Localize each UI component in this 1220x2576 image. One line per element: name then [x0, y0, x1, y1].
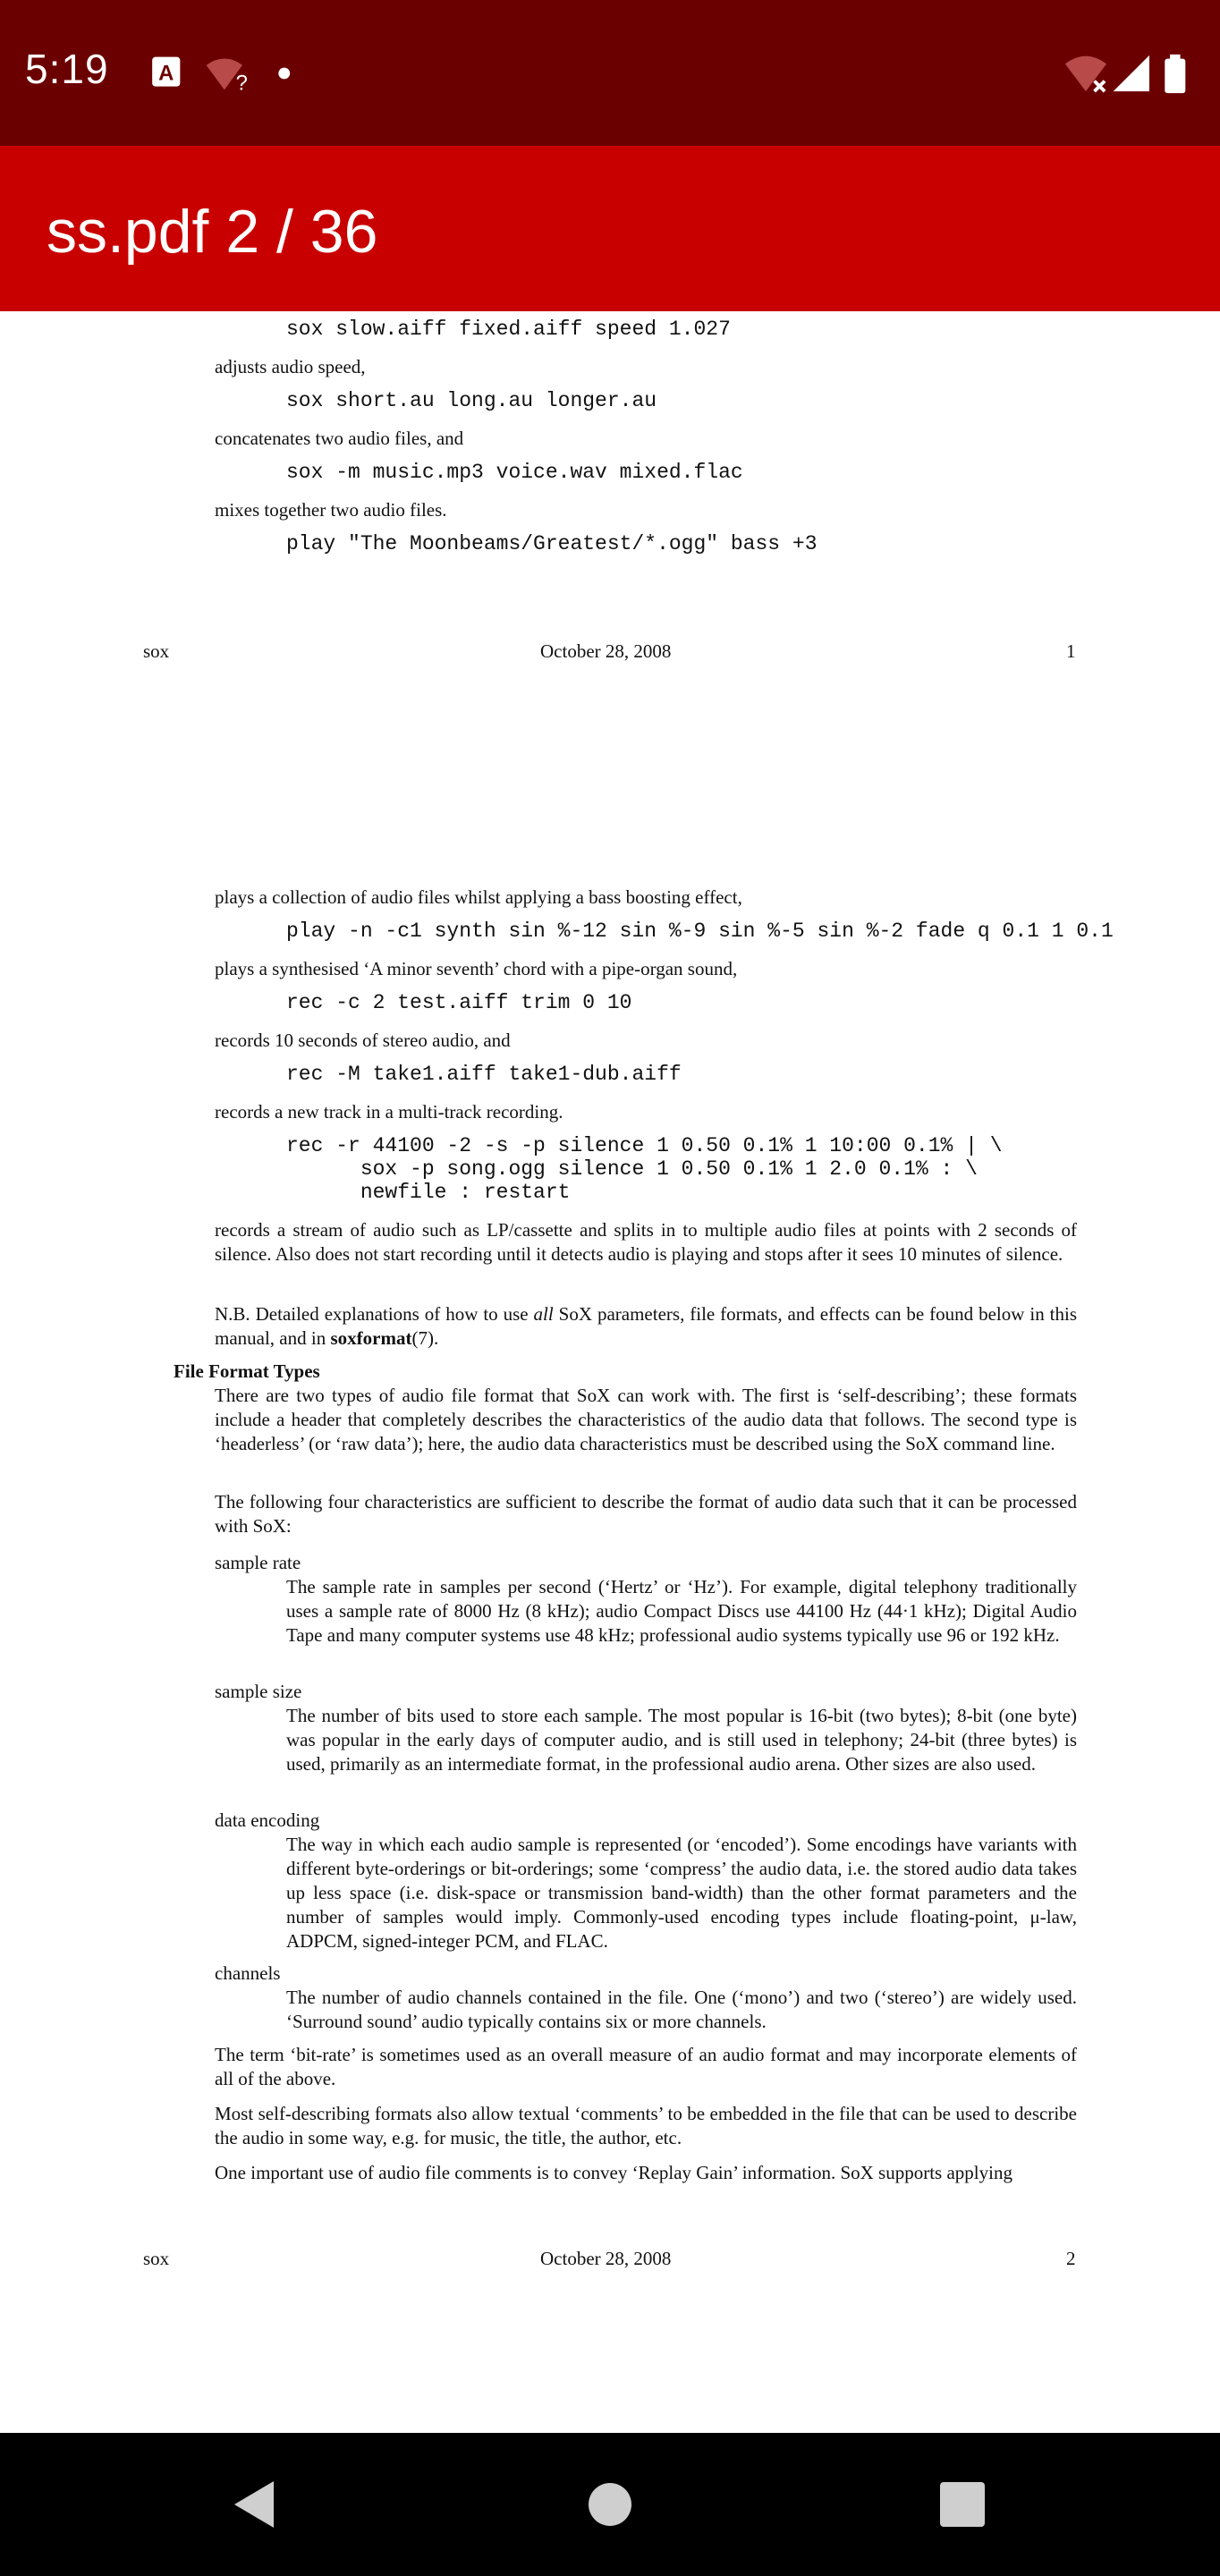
back-button[interactable]	[229, 2478, 279, 2531]
text-line: plays a synthesised ‘A minor seventh’ chord with a pipe-organ sound,	[215, 958, 738, 979]
wifi-off-icon	[1065, 56, 1106, 91]
paragraph-comments: Most self-describing formats also allow textual ‘comments’ to be embedded in the file that can be used to describe the audio in some way, e.g. for music, the title, the author, etc.	[215, 2103, 1077, 2148]
paragraph-stream: records a stream of audio such as LP/cassette and splits in to multiple audio files at points with 2 seconds of silence. Also does not start recording until it detects audio is playing and stops after it sees 10 minutes of silence.	[215, 1219, 1077, 1265]
code-line: rec -c 2 test.aiff trim 0 10	[286, 991, 632, 1014]
term-data-encoding: data encoding	[215, 1809, 320, 1831]
document-title: ss.pdf 2 / 36	[47, 198, 378, 266]
section-heading: File Format Types	[174, 1360, 320, 1382]
home-icon	[589, 2483, 631, 2526]
page-footer-date: October 28, 2008	[540, 640, 672, 662]
paragraph-nb	[215, 1302, 1077, 1351]
code-line: play -n -c1 synth sin %-12 sin %-9 sin %-5 sin %-2 fade q 0.1 1 0.1	[286, 919, 1114, 943]
nb-suffix: (7).	[411, 1327, 439, 1349]
code-block-line: newfile : restart	[286, 1181, 571, 1204]
nb-italic: all	[533, 1303, 554, 1325]
recents-icon	[940, 2482, 985, 2527]
text-line: records 10 seconds of stereo audio, and	[215, 1030, 511, 1051]
term-sample-size: sample size	[215, 1681, 302, 1702]
code-line: sox slow.aiff fixed.aiff speed 1.027	[286, 318, 731, 341]
battery-icon	[1165, 55, 1185, 93]
code-line: sox short.au long.au longer.au	[286, 389, 657, 412]
paragraph-format-types: There are two types of audio file format that SoX can work with. The first is ‘self-describing’; these formats include a header that completely describes the characteristics of the audio data that follows. The second type is ‘headerless’ (or ‘raw data’); here, the audio data characteristics must be described using the SoX command line.	[215, 1385, 1077, 1454]
dot-icon	[278, 68, 290, 80]
text-line: mixes together two audio files.	[215, 499, 447, 521]
page-footer-date: October 28, 2008	[540, 2248, 672, 2269]
paragraph-replay-gain: One important use of audio file comments is to convey ‘Replay Gain’ information. SoX supports applying	[215, 2162, 1012, 2183]
term-channels: channels	[215, 1962, 281, 1984]
code-line: play "The Moonbeams/Greatest/*.ogg" bass +3	[286, 532, 818, 555]
code-block-line: rec -r 44100 -2 -s -p silence 1 0.50 0.1% 1 10:00 0.1% | \	[286, 1134, 1003, 1157]
back-icon	[234, 2481, 274, 2528]
svg-text:?: ?	[235, 71, 248, 93]
text-line: records a new track in a multi-track recording.	[215, 1101, 563, 1123]
definition-sample-size: The number of bits used to store each sample. The most popular is 16-bit (two bytes); 8-bit (one byte) was popular in the early days of computer audio, and is still used in telephony; 24-bit (three bytes) is used, primarily as an intermediate format, in the professional audio arena. Other sizes are also used.	[286, 1705, 1077, 1775]
signal-icon	[1114, 55, 1149, 91]
page-footer-number: 2	[1066, 2248, 1076, 2269]
status-time: 5:19	[25, 46, 109, 92]
page-footer-number: 1	[1066, 640, 1076, 662]
text-line: plays a collection of audio files whilst applying a bass boosting effect,	[215, 886, 742, 908]
a-icon	[152, 57, 180, 87]
page-footer-left: sox	[143, 2248, 170, 2269]
status-icons-right	[1061, 52, 1195, 95]
home-button[interactable]	[585, 2478, 635, 2531]
definition-channels: The number of audio channels contained in the file. One (‘mono’) and two (‘stereo’) are widely used. ‘Surround sound’ audio typically contains six or more channels.	[286, 1987, 1077, 2032]
wifi-question-icon	[207, 59, 248, 94]
svg-text:A: A	[158, 61, 174, 86]
nb-bold-link: soxformat	[330, 1327, 412, 1349]
term-sample-rate: sample rate	[215, 1552, 301, 1573]
text-line: concatenates two audio files, and	[215, 428, 464, 449]
text-line: adjusts audio speed,	[215, 356, 366, 377]
recents-button[interactable]	[937, 2478, 987, 2531]
status-bar	[0, 0, 1220, 146]
nb-prefix: N.B. Detailed explanations of how to use	[215, 1303, 534, 1325]
code-block-line: sox -p song.ogg silence 1 0.50 0.1% 1 2.0 0.1% : \	[286, 1157, 978, 1181]
code-line: rec -M take1.aiff take1-dub.aiff	[286, 1063, 682, 1086]
status-icons-left	[143, 54, 322, 93]
definition-data-encoding: The way in which each audio sample is represented (or ‘encoded’). Some encodings have variants with different byte-orderings or bit-orderings; some ‘compress’ the audio data, i.e. the stored audio data takes up less space (i.e. disk-space or transmission band-width) than the other format parameters and the number of samples would imply. Commonly-used encoding types include floating-point, μ-law, ADPCM, signed-integer PCM, and FLAC.	[286, 1834, 1077, 1952]
page-footer-left: sox	[143, 640, 170, 662]
code-line: sox -m music.mp3 voice.wav mixed.flac	[286, 461, 743, 484]
nb-middle: SoX parameters, file formats, and effects can be found below in this manual, and in	[215, 1303, 1077, 1349]
paragraph-four-characteristics: The following four characteristics are sufficient to describe the format of audio data such that it can be processed with SoX:	[215, 1491, 1077, 1537]
paragraph-bit-rate: The term ‘bit-rate’ is sometimes used as an overall measure of an audio format and may incorporate elements of all of the above.	[215, 2044, 1077, 2089]
definition-sample-rate: The sample rate in samples per second (‘Hertz’ or ‘Hz’). For example, digital telephony traditionally uses a sample rate of 8000 Hz (8 kHz); audio Compact Discs use 44100 Hz (44·1 kHz); Digital Audio Tape and many computer systems use 48 kHz; professional audio systems typically use 96 or 192 kHz.	[286, 1576, 1077, 1646]
